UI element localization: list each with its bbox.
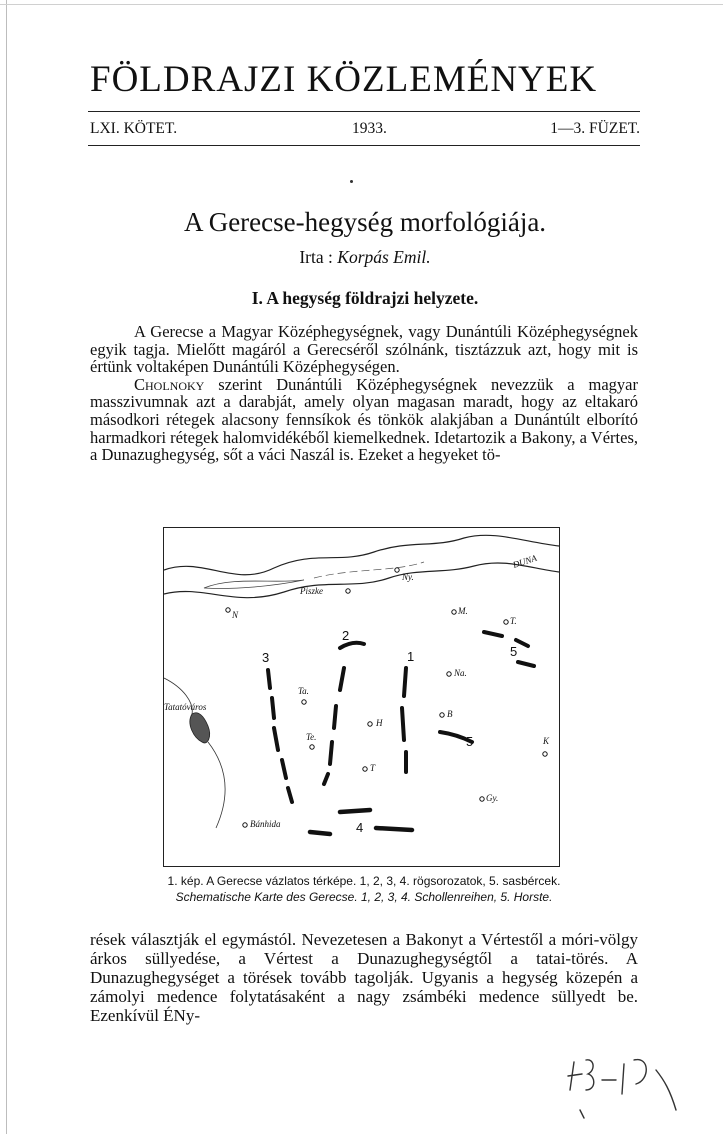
map-label-b: B xyxy=(447,709,453,719)
byline xyxy=(90,247,640,268)
map-label-m: M. xyxy=(458,606,468,616)
map-label-t-top: T. xyxy=(510,616,517,626)
issue-label: 1—3. FÜZET. xyxy=(550,120,640,137)
map-label-k: K xyxy=(543,736,550,746)
block-series-2 xyxy=(324,643,364,784)
paragraph: A Gerecse a Magyar Középhegységnek, vagy Dunántúli Középhegységnek egyik tagja. Mielőtt magáról a Gerecséről szólnánk, tisztázzuk azt, hogy mit is értünk voltaképen Dunántúli Középhegységen. xyxy=(90,322,638,377)
header-rule-top xyxy=(88,111,640,112)
block-series-3 xyxy=(268,670,292,802)
body-text-lower xyxy=(90,930,638,1025)
byline-prefix: Irta : xyxy=(299,247,333,267)
figure-caption-hu: 1. kép. A Gerecse vázlatos térképe. 1, 2, 3, 4. rögsorozatok, 5. sasbércek. xyxy=(167,874,561,888)
article-title: A Gerecse-hegység morfológiája. xyxy=(183,207,547,237)
series-number-1: 1 xyxy=(407,649,415,664)
issue-row xyxy=(90,120,640,142)
year-label: 1933. xyxy=(352,120,387,137)
paragraph-text: szerint Dunántúli Középhegységnek nevezzük a magyar masszivumnak azt a darabját, amely olyan magasan maradt, hogy az eltakaró másodkori rétegek alacsony fennsíkok és tönkök alakjában a Dunántúlt elborító harmadkori rétegek halomvidékéből kiemelkednek. Idetartozik a Bakony, a Vértes, a Dunazughegység, sőt a váci Naszál is. Ezeket a hegyeket tö- xyxy=(90,374,638,465)
scan-edge-left xyxy=(6,0,7,1134)
map-label-ny: Ny. xyxy=(402,572,414,582)
volume-label: LXI. KÖTET. xyxy=(90,120,178,137)
series-number-5a: 5 xyxy=(510,644,518,659)
map-label-na: Na. xyxy=(454,668,467,678)
river-island xyxy=(204,580,304,589)
horst-5-upper xyxy=(484,632,534,666)
series-number-4: 4 xyxy=(356,820,364,835)
block-series-1 xyxy=(402,668,406,772)
body-text-upper xyxy=(90,323,638,464)
series-number-5b: 5 xyxy=(466,734,474,749)
map-label-duna: DUNA xyxy=(511,552,538,570)
series-number-3: 3 xyxy=(262,650,270,665)
figure-caption-de: Schematische Karte des Gerecse. 1, 2, 3, 4. Schollenreihen, 5. Horste. xyxy=(175,890,553,904)
map-label-piszke: Piszke xyxy=(300,586,323,596)
handwritten-mark xyxy=(560,1040,690,1120)
sketch-map xyxy=(164,528,559,866)
river-bank-north xyxy=(164,535,559,574)
tata-lake xyxy=(190,713,210,743)
map-figure xyxy=(163,527,560,867)
author-name: Korpás Emil. xyxy=(337,247,431,267)
paragraph: rések választják el egymástól. Nevezetesen a Bakonyt a Vértestől a móri-völgy árkos süllyedése, a Vértest a Dunazughegységtől a tatai-törés. A Dunazughegységet a törések tovább tagolják. Ugyanis a hegység közepén a zámolyi medence folytatásaként a nagy zsámbéki medence süllyedt be. Ezenkívül ÉNy- xyxy=(90,930,638,1025)
map-label-te: Te. xyxy=(306,732,317,742)
map-label-t-small: T xyxy=(370,763,376,773)
journal-title: FÖLDRAJZI KÖZLEMÉNYEK xyxy=(90,59,598,100)
stream-south xyxy=(208,742,225,828)
map-label-banhida: Bánhida xyxy=(250,819,281,829)
section-heading: I. A hegység földrajzi helyzete. xyxy=(251,288,479,308)
cited-author: Cholnoky xyxy=(134,374,205,394)
map-label-gy: Gy. xyxy=(486,793,499,803)
scan-speck xyxy=(350,180,353,183)
map-label-n: N xyxy=(232,610,239,620)
paragraph xyxy=(90,376,638,464)
scan-edge-top xyxy=(0,4,723,5)
river-bank-south xyxy=(164,563,559,598)
map-label-ta: Ta. xyxy=(298,686,309,696)
map-label-h: H xyxy=(376,718,383,728)
header-rule-bottom xyxy=(88,145,640,146)
series-number-2: 2 xyxy=(342,628,350,643)
map-label-tata: Tatatóváros xyxy=(164,702,207,712)
